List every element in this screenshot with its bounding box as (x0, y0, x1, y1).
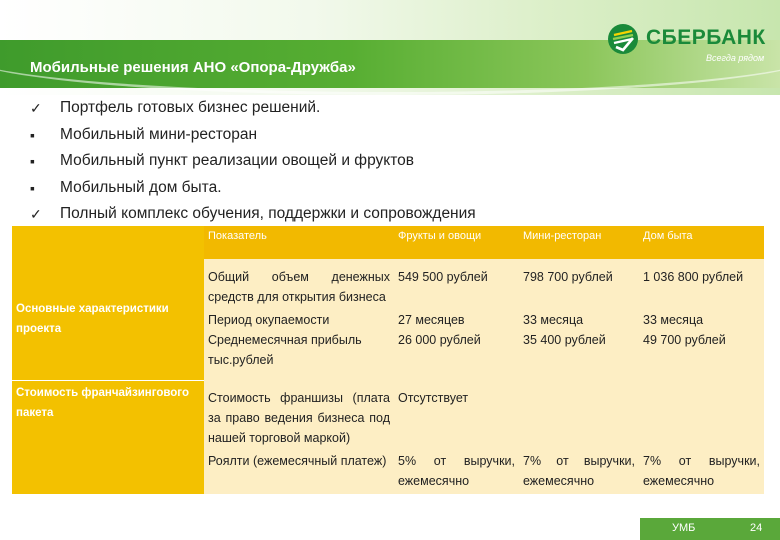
section-label: Основные характеристики проекта (12, 259, 204, 380)
list-item (30, 122, 650, 149)
value-cell: 5% от выручки, ежемесячно (394, 451, 519, 494)
square-bullet-icon: ▪ (30, 179, 35, 196)
list-item (30, 95, 650, 122)
section-label: Стоимость франчайзингового пакета (12, 380, 204, 494)
value-cell: 1 036 800 рублей (639, 259, 764, 310)
slide-footer (0, 518, 780, 540)
value-cell (639, 380, 764, 451)
bullet-list (30, 95, 650, 228)
bullet-text: Мобильный дом быта. (60, 178, 222, 196)
indicator-cell: Стоимость франшизы (плата за право ведения бизнеса под нашей торговой маркой) (204, 380, 394, 451)
value-cell: 798 700 рублей (519, 259, 639, 310)
bullet-text: Мобильный мини-ресторан (60, 125, 258, 143)
logo-text: СБЕРБАНК (646, 26, 766, 49)
list-item (30, 148, 650, 175)
indicator-cell: Общий объем денежных средств для открытия бизнеса (204, 259, 394, 310)
logo-slogan: Всегда рядом (706, 53, 765, 63)
check-icon: ✓ (30, 205, 42, 222)
value-cell: 7% от выручки, ежемесячно (639, 451, 764, 494)
indicator-cell: Период окупаемости (204, 310, 394, 330)
value-cell: 7% от выручки, ежемесячно (519, 451, 639, 494)
list-item (30, 175, 650, 202)
page-number: 24 (750, 522, 763, 534)
value-cell: 549 500 рублей (394, 259, 519, 310)
value-cell: Отсутствует (394, 380, 519, 451)
footer-label: УМБ (672, 522, 696, 534)
check-icon: ✓ (30, 99, 42, 116)
value-cell: 33 месяца (519, 310, 639, 330)
franchise-table (12, 226, 764, 494)
indicator-cell: Среднемесячная прибыль тыс.рублей (204, 330, 394, 380)
value-cell: 49 700 рублей (639, 330, 764, 380)
slide-header (0, 0, 780, 95)
corner-cell (12, 226, 204, 259)
bullet-text: Портфель готовых бизнес решений. (60, 99, 321, 117)
square-bullet-icon: ▪ (30, 126, 35, 143)
square-bullet-icon: ▪ (30, 153, 35, 170)
value-cell: 27 месяцев (394, 310, 519, 330)
table-row (12, 259, 764, 310)
slide-title: Мобильные решения АНО «Опора-Дружба» (30, 59, 356, 76)
sberbank-logo-icon (606, 22, 640, 56)
column-header: Фрукты и овощи (394, 226, 519, 259)
value-cell: 26 000 рублей (394, 330, 519, 380)
bullet-text: Мобильный пункт реализации овощей и фруктов (60, 152, 414, 170)
value-cell: 35 400 рублей (519, 330, 639, 380)
bullet-text: Полный комплекс обучения, поддержки и сопровождения (60, 205, 476, 223)
table-header-row (12, 226, 764, 259)
value-cell: 33 месяца (639, 310, 764, 330)
value-cell (519, 380, 639, 451)
column-header: Дом быта (639, 226, 764, 259)
column-header: Мини-ресторан (519, 226, 639, 259)
list-item (30, 201, 650, 228)
column-header: Показатель (204, 226, 394, 259)
table-row (12, 380, 764, 451)
indicator-cell: Роялти (ежемесячный платеж) (204, 451, 394, 494)
sberbank-logo (606, 20, 776, 68)
